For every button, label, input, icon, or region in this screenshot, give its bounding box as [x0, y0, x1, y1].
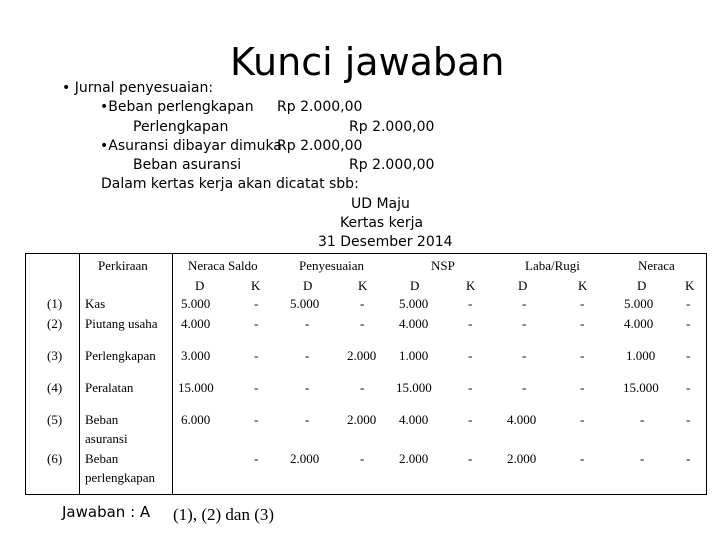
value-cell: - [686, 412, 691, 427]
value-cell: - [360, 380, 365, 395]
value-cell: - [640, 412, 645, 427]
value-cell: - [254, 348, 259, 363]
header-k: K [578, 278, 588, 293]
account-name: Piutang usaha [85, 316, 158, 331]
value-cell: - [360, 451, 365, 466]
header-d: D [637, 278, 647, 293]
worksheet-name: Kertas kerja [340, 215, 424, 231]
value-cell: 3.000 [181, 348, 211, 363]
value-cell: - [468, 296, 473, 311]
value-cell: 4.000 [624, 316, 654, 331]
value-cell: - [686, 296, 691, 311]
value-cell: - [580, 316, 585, 331]
account-name: Beban [85, 412, 119, 427]
value-cell: - [580, 348, 585, 363]
value-cell: 15.000 [178, 380, 214, 395]
value-cell: - [360, 316, 365, 331]
journal-line-label: Beban asuransi [133, 157, 242, 173]
header-k: K [466, 278, 476, 293]
header-penyesuaian: Penyesuaian [299, 258, 364, 273]
value-cell: 1.000 [626, 348, 656, 363]
account-name: asuransi [85, 431, 128, 446]
table-divider [79, 253, 80, 495]
value-cell: - [580, 412, 585, 427]
header-laba-rugi: Laba/Rugi [525, 258, 580, 273]
journal-heading: • Jurnal penyesuaian: [62, 80, 214, 96]
value-cell: - [305, 412, 310, 427]
row-number: (5) [47, 412, 63, 427]
value-cell: - [305, 380, 310, 395]
value-cell: - [254, 412, 259, 427]
value-cell: - [468, 380, 473, 395]
value-cell: - [468, 412, 473, 427]
account-name: Beban [85, 451, 119, 466]
journal-note: Dalam kertas kerja akan dicatat sbb: [101, 176, 359, 192]
worksheet-date: 31 Desember 2014 [318, 234, 453, 250]
row-number: (1) [47, 296, 63, 311]
row-number: (2) [47, 316, 63, 331]
value-cell: - [468, 316, 473, 331]
value-cell: - [580, 451, 585, 466]
row-number: (3) [47, 348, 63, 363]
journal-line-amount: Rp 2.000,00 [349, 119, 435, 135]
header-neraca-saldo: Neraca Saldo [188, 258, 258, 273]
account-name: Peralatan [85, 380, 134, 395]
value-cell: 2.000 [347, 412, 377, 427]
value-cell: 2.000 [290, 451, 320, 466]
value-cell: 15.000 [623, 380, 659, 395]
value-cell: 2.000 [399, 451, 429, 466]
value-cell: 4.000 [507, 412, 537, 427]
value-cell: - [686, 316, 691, 331]
value-cell: - [360, 296, 365, 311]
journal-line-amount: Rp 2.000,00 [277, 99, 363, 115]
row-number: (6) [47, 451, 63, 466]
journal-line-label: Perlengkapan [133, 119, 229, 135]
header-d: D [303, 278, 313, 293]
value-cell: - [468, 451, 473, 466]
header-nsp: NSP [431, 258, 455, 273]
value-cell: - [305, 316, 310, 331]
value-cell: 5.000 [181, 296, 211, 311]
header-k: K [358, 278, 368, 293]
value-cell: - [254, 296, 259, 311]
value-cell: - [254, 451, 259, 466]
value-cell: 4.000 [399, 412, 429, 427]
value-cell: 5.000 [290, 296, 320, 311]
account-name: Perlengkapan [85, 348, 156, 363]
answer-value: (1), (2) dan (3) [173, 505, 275, 524]
journal-line-label: •Beban perlengkapan [100, 99, 254, 115]
table-divider [172, 253, 173, 495]
page-title: Kunci jawaban [230, 40, 505, 84]
journal-line-label: •Asuransi dibayar dimuka [100, 138, 282, 154]
value-cell: - [254, 380, 259, 395]
value-cell: 4.000 [181, 316, 211, 331]
account-name: perlengkapan [85, 470, 156, 485]
value-cell: 6.000 [181, 412, 211, 427]
value-cell: - [686, 451, 691, 466]
value-cell: - [686, 380, 691, 395]
value-cell: 5.000 [624, 296, 654, 311]
value-cell: 2.000 [507, 451, 537, 466]
header-k: K [685, 278, 695, 293]
row-number: (4) [47, 380, 63, 395]
header-perkiraan: Perkiraan [98, 258, 148, 273]
value-cell: - [522, 316, 527, 331]
value-cell: - [522, 348, 527, 363]
value-cell: - [580, 296, 585, 311]
value-cell: 5.000 [399, 296, 429, 311]
value-cell: - [468, 348, 473, 363]
value-cell: - [254, 316, 259, 331]
account-name: Kas [85, 296, 106, 311]
value-cell: - [640, 451, 645, 466]
value-cell: - [580, 380, 585, 395]
header-d: D [195, 278, 205, 293]
value-cell: - [305, 348, 310, 363]
value-cell: - [522, 380, 527, 395]
journal-line-amount: Rp 2.000,00 [277, 138, 363, 154]
value-cell: - [522, 296, 527, 311]
value-cell: 15.000 [396, 380, 432, 395]
header-neraca: Neraca [638, 258, 675, 273]
value-cell: 4.000 [399, 316, 429, 331]
answer-label: Jawaban : A [62, 503, 151, 521]
header-d: D [410, 278, 420, 293]
value-cell: - [686, 348, 691, 363]
journal-line-amount: Rp 2.000,00 [349, 157, 435, 173]
value-cell: 2.000 [347, 348, 377, 363]
value-cell: 1.000 [399, 348, 429, 363]
header-d: D [518, 278, 528, 293]
company-name: UD Maju [351, 196, 410, 212]
header-k: K [251, 278, 261, 293]
